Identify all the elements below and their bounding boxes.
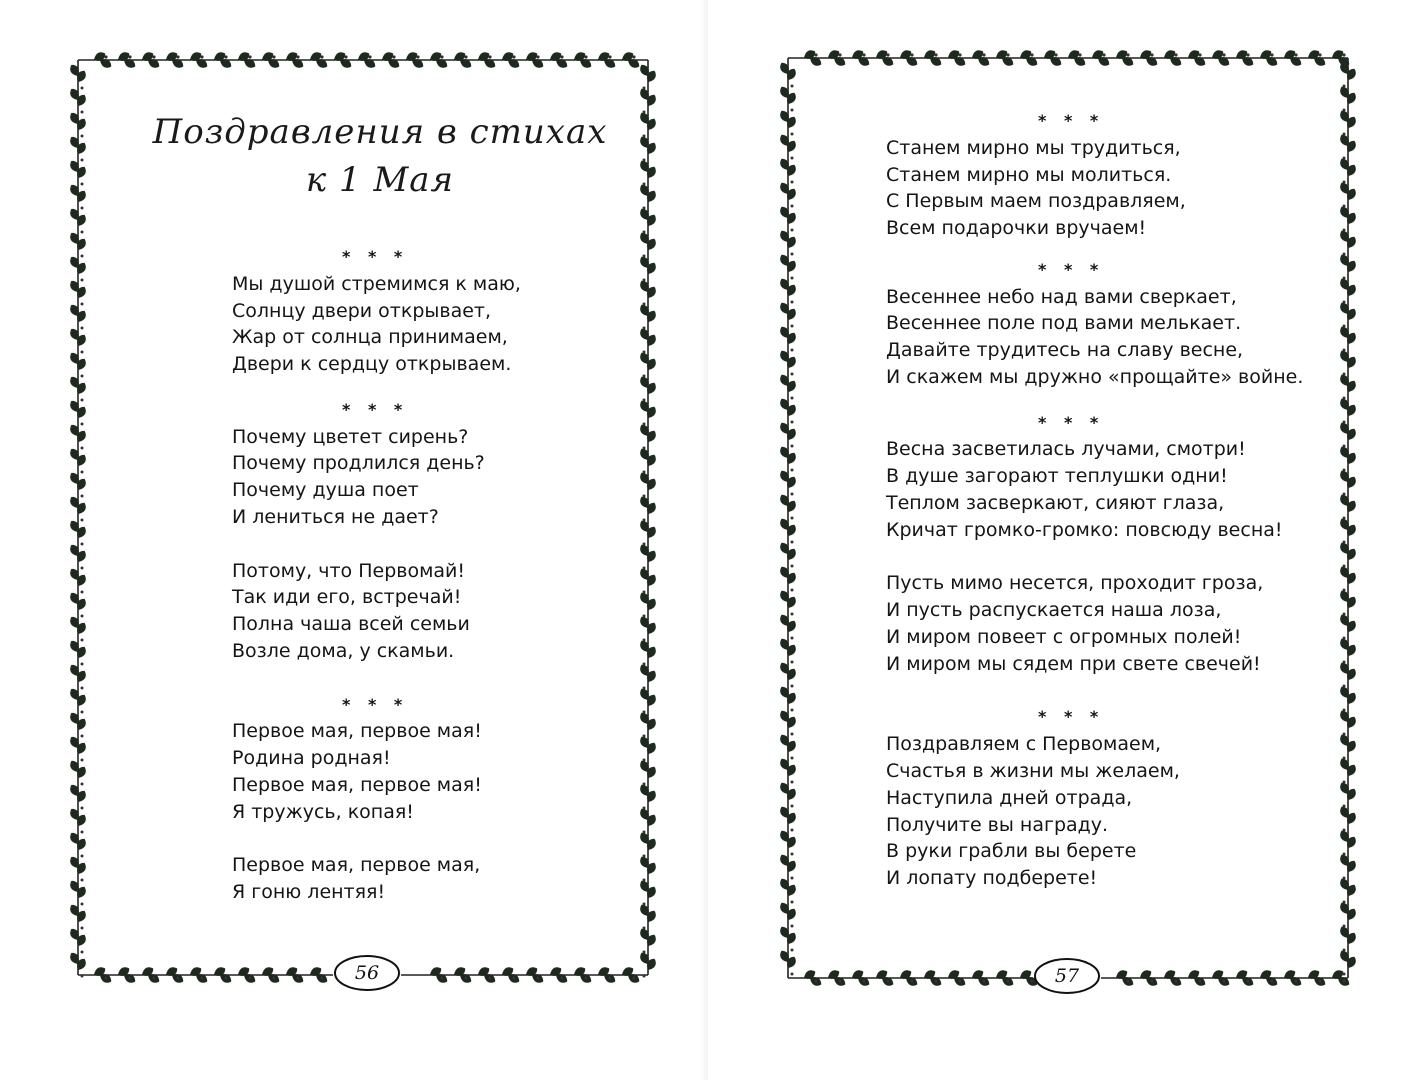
poem-line: Получите вы награду. [886,813,1109,836]
stars-separator: * * * [1038,111,1105,130]
poem-line: Весна засветилась лучами, смотри! [886,438,1246,461]
right-page [708,0,1416,1080]
poem-line: Давайте трудитесь на славу весне, [886,339,1244,362]
stars-separator: * * * [342,247,409,266]
poem-line: Наступила дней отрада, [886,786,1133,809]
page-number: 57 [1054,965,1080,987]
poem-line: И скажем мы дружно «прощайте» войне. [886,365,1304,388]
poem-line: Возле дома, у скамьи. [232,639,455,662]
poem-line: Счастья в жизни мы желаем, [886,759,1180,782]
poem-line: Всем подарочки вручаем! [886,217,1147,240]
poem-line: И пусть распускается наша лоза, [886,599,1222,622]
poem-line: Весеннее небо над вами сверкает, [886,285,1237,308]
page-title [100,108,660,204]
page-number: 56 [354,962,380,984]
poem-line: Потому, что Первомай! [232,559,466,582]
poem-line: Жар от солнца принимаем, [232,326,508,349]
poem-line: Почему продлился день? [232,452,485,475]
poem-line: Почему душа поет [232,479,419,502]
poem-line: И лопату подберете! [886,867,1098,890]
poem-line: Мы душой стремимся к маю, [232,272,521,295]
poem-line: Так иди его, встречай! [232,586,462,609]
poem-line: Первое мая, первое мая! [232,720,482,743]
poem-line: Родина родная! [232,747,391,770]
poem-line: И миром повеет с огромных полей! [886,625,1242,648]
title-line-2: к 1 Мая [305,160,455,200]
stars-separator: * * * [1038,259,1105,279]
poem-line: С Первым маем поздравляем, [886,190,1186,213]
title-line-1: Поздравления в стихах [152,112,608,152]
poem-line: Станем мирно мы молиться. [886,163,1172,186]
poem-line: Солнцу двери открывает, [232,299,492,322]
poem-line: В душе загорают теплушки одни! [886,465,1228,488]
poem-line: Кричат громко-громко: повсюду весна! [886,518,1283,541]
poem-line: Я тружусь, копая! [232,800,414,823]
poem-line: Теплом засверкают, сияют глаза, [886,491,1225,514]
poem-line: И лениться не дает? [232,505,439,528]
poem-line: В руки грабли вы берете [886,840,1137,863]
stars-separator: * * * [1038,707,1105,727]
poem-line: Я гоню лентяя! [232,881,386,904]
left-poems [232,244,521,906]
stars-separator: * * * [1038,412,1105,432]
poem-line: И миром мы сядем при свете свечей! [886,652,1261,675]
right-poems [886,108,1303,892]
poem-line: Двери к сердцу открываем. [232,353,512,376]
stars-separator: * * * [342,694,409,714]
poem-line: Поздравляем с Первомаем, [886,733,1162,756]
poem-line: Почему цветет сирень? [232,425,469,448]
poem-line: Весеннее поле под вами мелькает. [886,312,1242,335]
poem-line: Станем мирно мы трудиться, [886,136,1181,159]
poem-line: Полна чаша всей семьи [232,613,470,636]
poem-line: Первое мая, первое мая! [232,773,482,796]
poem-line: Пусть мимо несется, проходит гроза, [886,572,1264,595]
poem-line: Первое мая, первое мая, [232,854,481,877]
stars-separator: * * * [342,399,409,419]
